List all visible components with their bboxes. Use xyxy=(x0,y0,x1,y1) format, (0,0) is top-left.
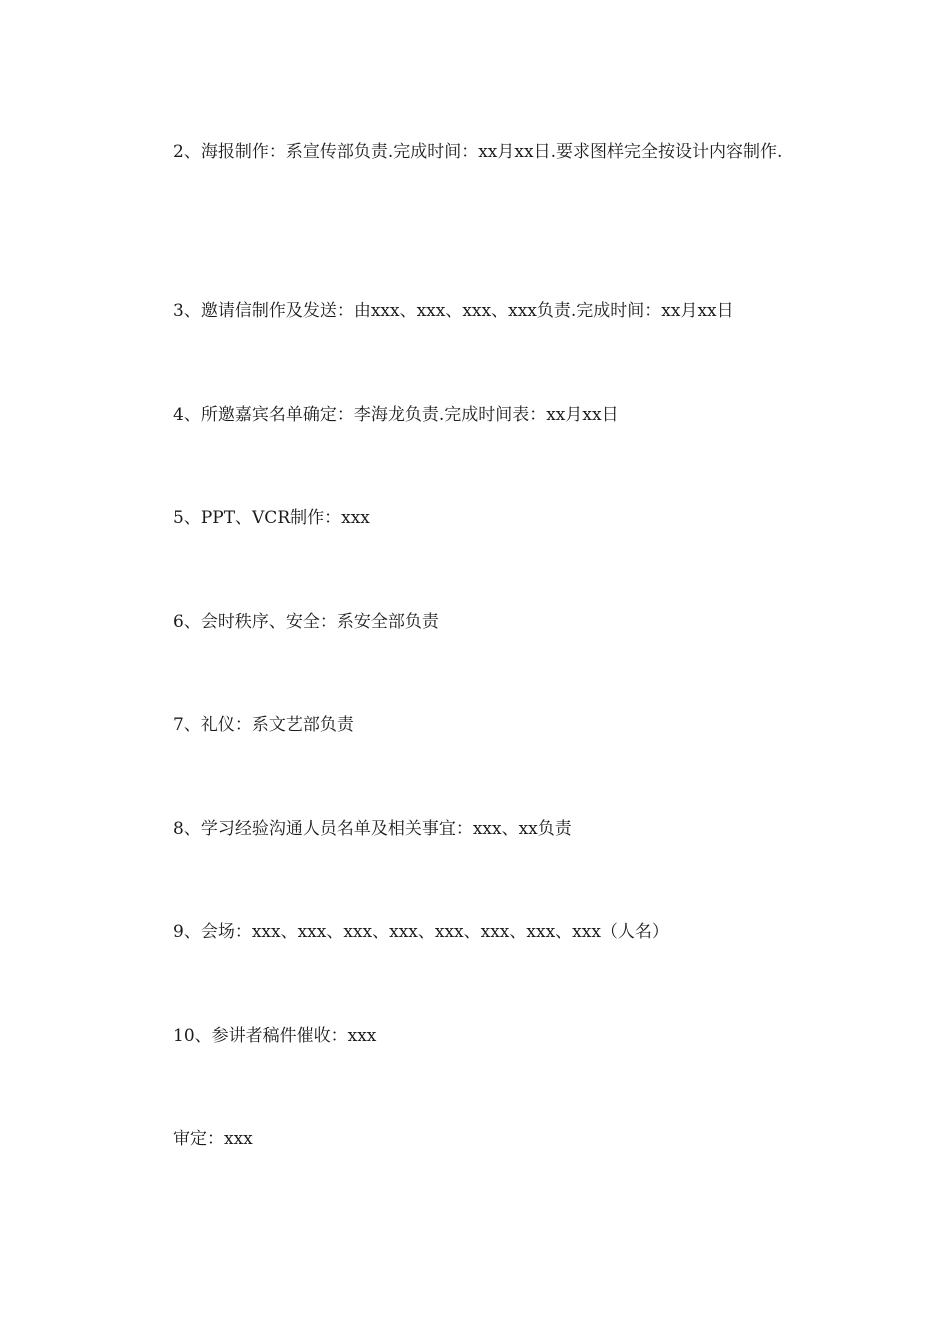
paragraph-venue: 9、会场：xxx、xxx、xxx、xxx、xxx、xxx、xxx、xxx（人名） xyxy=(173,922,669,942)
paragraph-manuscripts: 10、参讲者稿件催收：xxx xyxy=(173,1026,377,1046)
paragraph-invitation: 3、邀请信制作及发送：由xxx、xxx、xxx、xxx负责.完成时间：xx月xx日 xyxy=(173,301,734,321)
paragraph-poster: 2、海报制作：系宣传部负责.完成时间：xx月xx日.要求图样完全按设计内容制作. xyxy=(173,142,783,162)
paragraph-ppt-vcr: 5、PPT、VCR制作：xxx xyxy=(173,508,370,528)
paragraph-etiquette: 7、礼仪：系文艺部负责 xyxy=(173,715,354,735)
paragraph-approval: 审定：xxx xyxy=(173,1129,253,1149)
paragraph-order-security: 6、会时秩序、安全：系安全部负责 xyxy=(173,612,439,632)
paragraph-guest-list: 4、所邀嘉宾名单确定：李海龙负责.完成时间表：xx月xx日 xyxy=(173,405,619,425)
paragraph-exchange-staff: 8、学习经验沟通人员名单及相关事宜：xxx、xx负责 xyxy=(173,819,572,839)
